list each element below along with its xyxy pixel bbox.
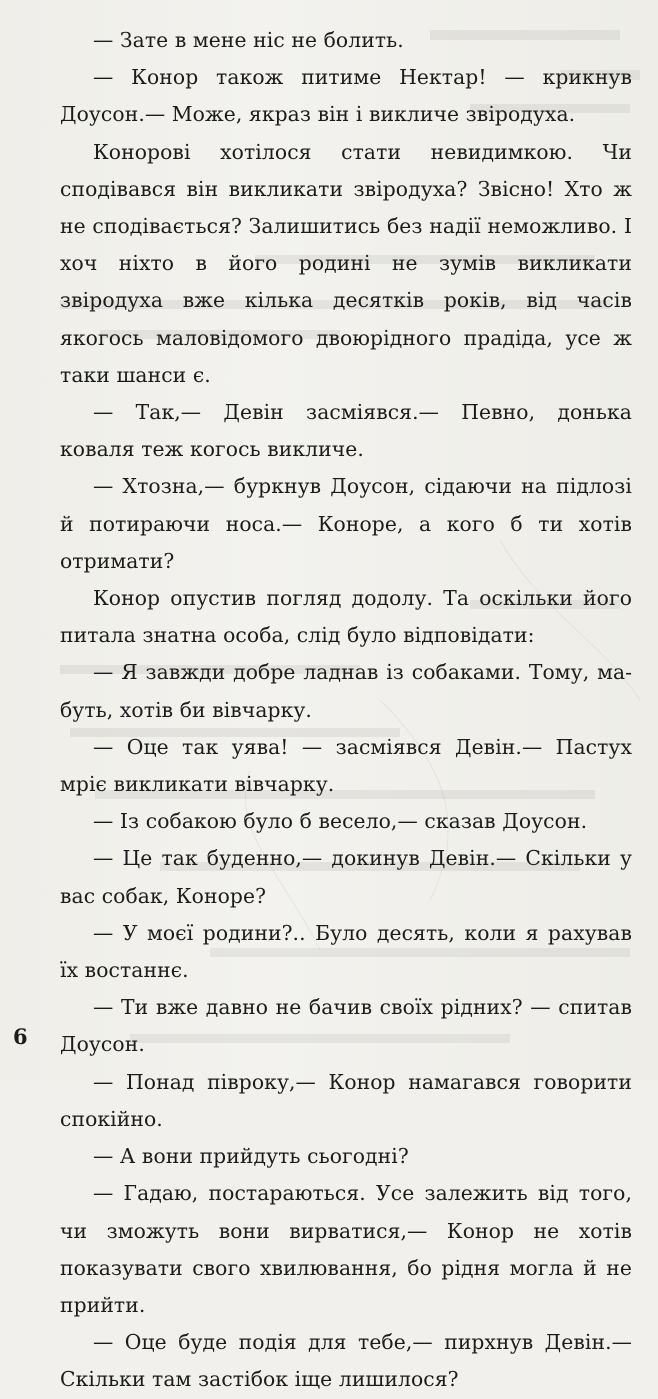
paragraph: — У моєї родини?.. Було десять, коли я рахував їх востаннє. bbox=[60, 920, 632, 983]
paragraph: — Хтозна,— буркнув Доусон, сідаючи на підлозі й потираючи носа.— Коноре, а кого б ти хотів отримати? bbox=[60, 474, 632, 573]
paragraph: — Зате в мене ніс не болить. bbox=[93, 28, 404, 52]
paragraph: — Понад півроку,— Конор намагався говорити спокійно. bbox=[60, 1069, 632, 1131]
paragraph: — Це так буденно,— докинув Девін.— Скільки у вас собак, Коноре? bbox=[60, 846, 632, 908]
paragraph: — Я завжди добре ладнав із собаками. Тому, мабуть, хотів би вівчарку. bbox=[60, 660, 632, 722]
paragraph: — Гадаю, постараються. Усе залежить від того, чи зможуть вони вирватися,— Конор не хотів показувати свого хвилювання, бо рідня могла й не прийти. bbox=[60, 1181, 632, 1317]
paragraph: — Конор також питиме Нектар! — крикнув Доусон.— Може, якраз він і викличе звіродуха. bbox=[60, 65, 632, 127]
paragraph: Конор опустив погляд додолу. Та оскільки його питала знатна особа, слід було відповідати: bbox=[60, 586, 632, 648]
paragraph: — Ти вже давно не бачив своїх рідних? — спитав Доусон. bbox=[60, 995, 632, 1057]
paragraph: — Із собакою було б весело,— сказав Доусон. bbox=[93, 809, 588, 834]
paragraph: — Оце буде подія для тебе,— пирхнув Девін.— Скільки там застібок іще лишилося? bbox=[60, 1330, 632, 1392]
paragraph: — А вони прийдуть сьогодні? bbox=[93, 1144, 409, 1169]
paragraph: Конорові хотілося стати невидимкою. Чи сподівався він викликати звіродуха? Звісно! Хто ж не сподівається? Залишитись без надії неможливо. І хоч ніхто в його родині не зумів викликати звіродуха вже кілька десятків років, від часів якогось маловідомого двоюрідного прадіда, усе ж таки шанси є. bbox=[60, 139, 632, 387]
body-text bbox=[60, 22, 632, 1399]
paragraph: — Оце так уява! — засміявся Девін.— Пастух мріє викликати вівчарку. bbox=[60, 734, 632, 797]
paragraph: — Так,— Девін засміявся.— Певно, донька коваля теж когось викличе. bbox=[60, 400, 632, 462]
page-number: 6 bbox=[13, 1024, 28, 1049]
